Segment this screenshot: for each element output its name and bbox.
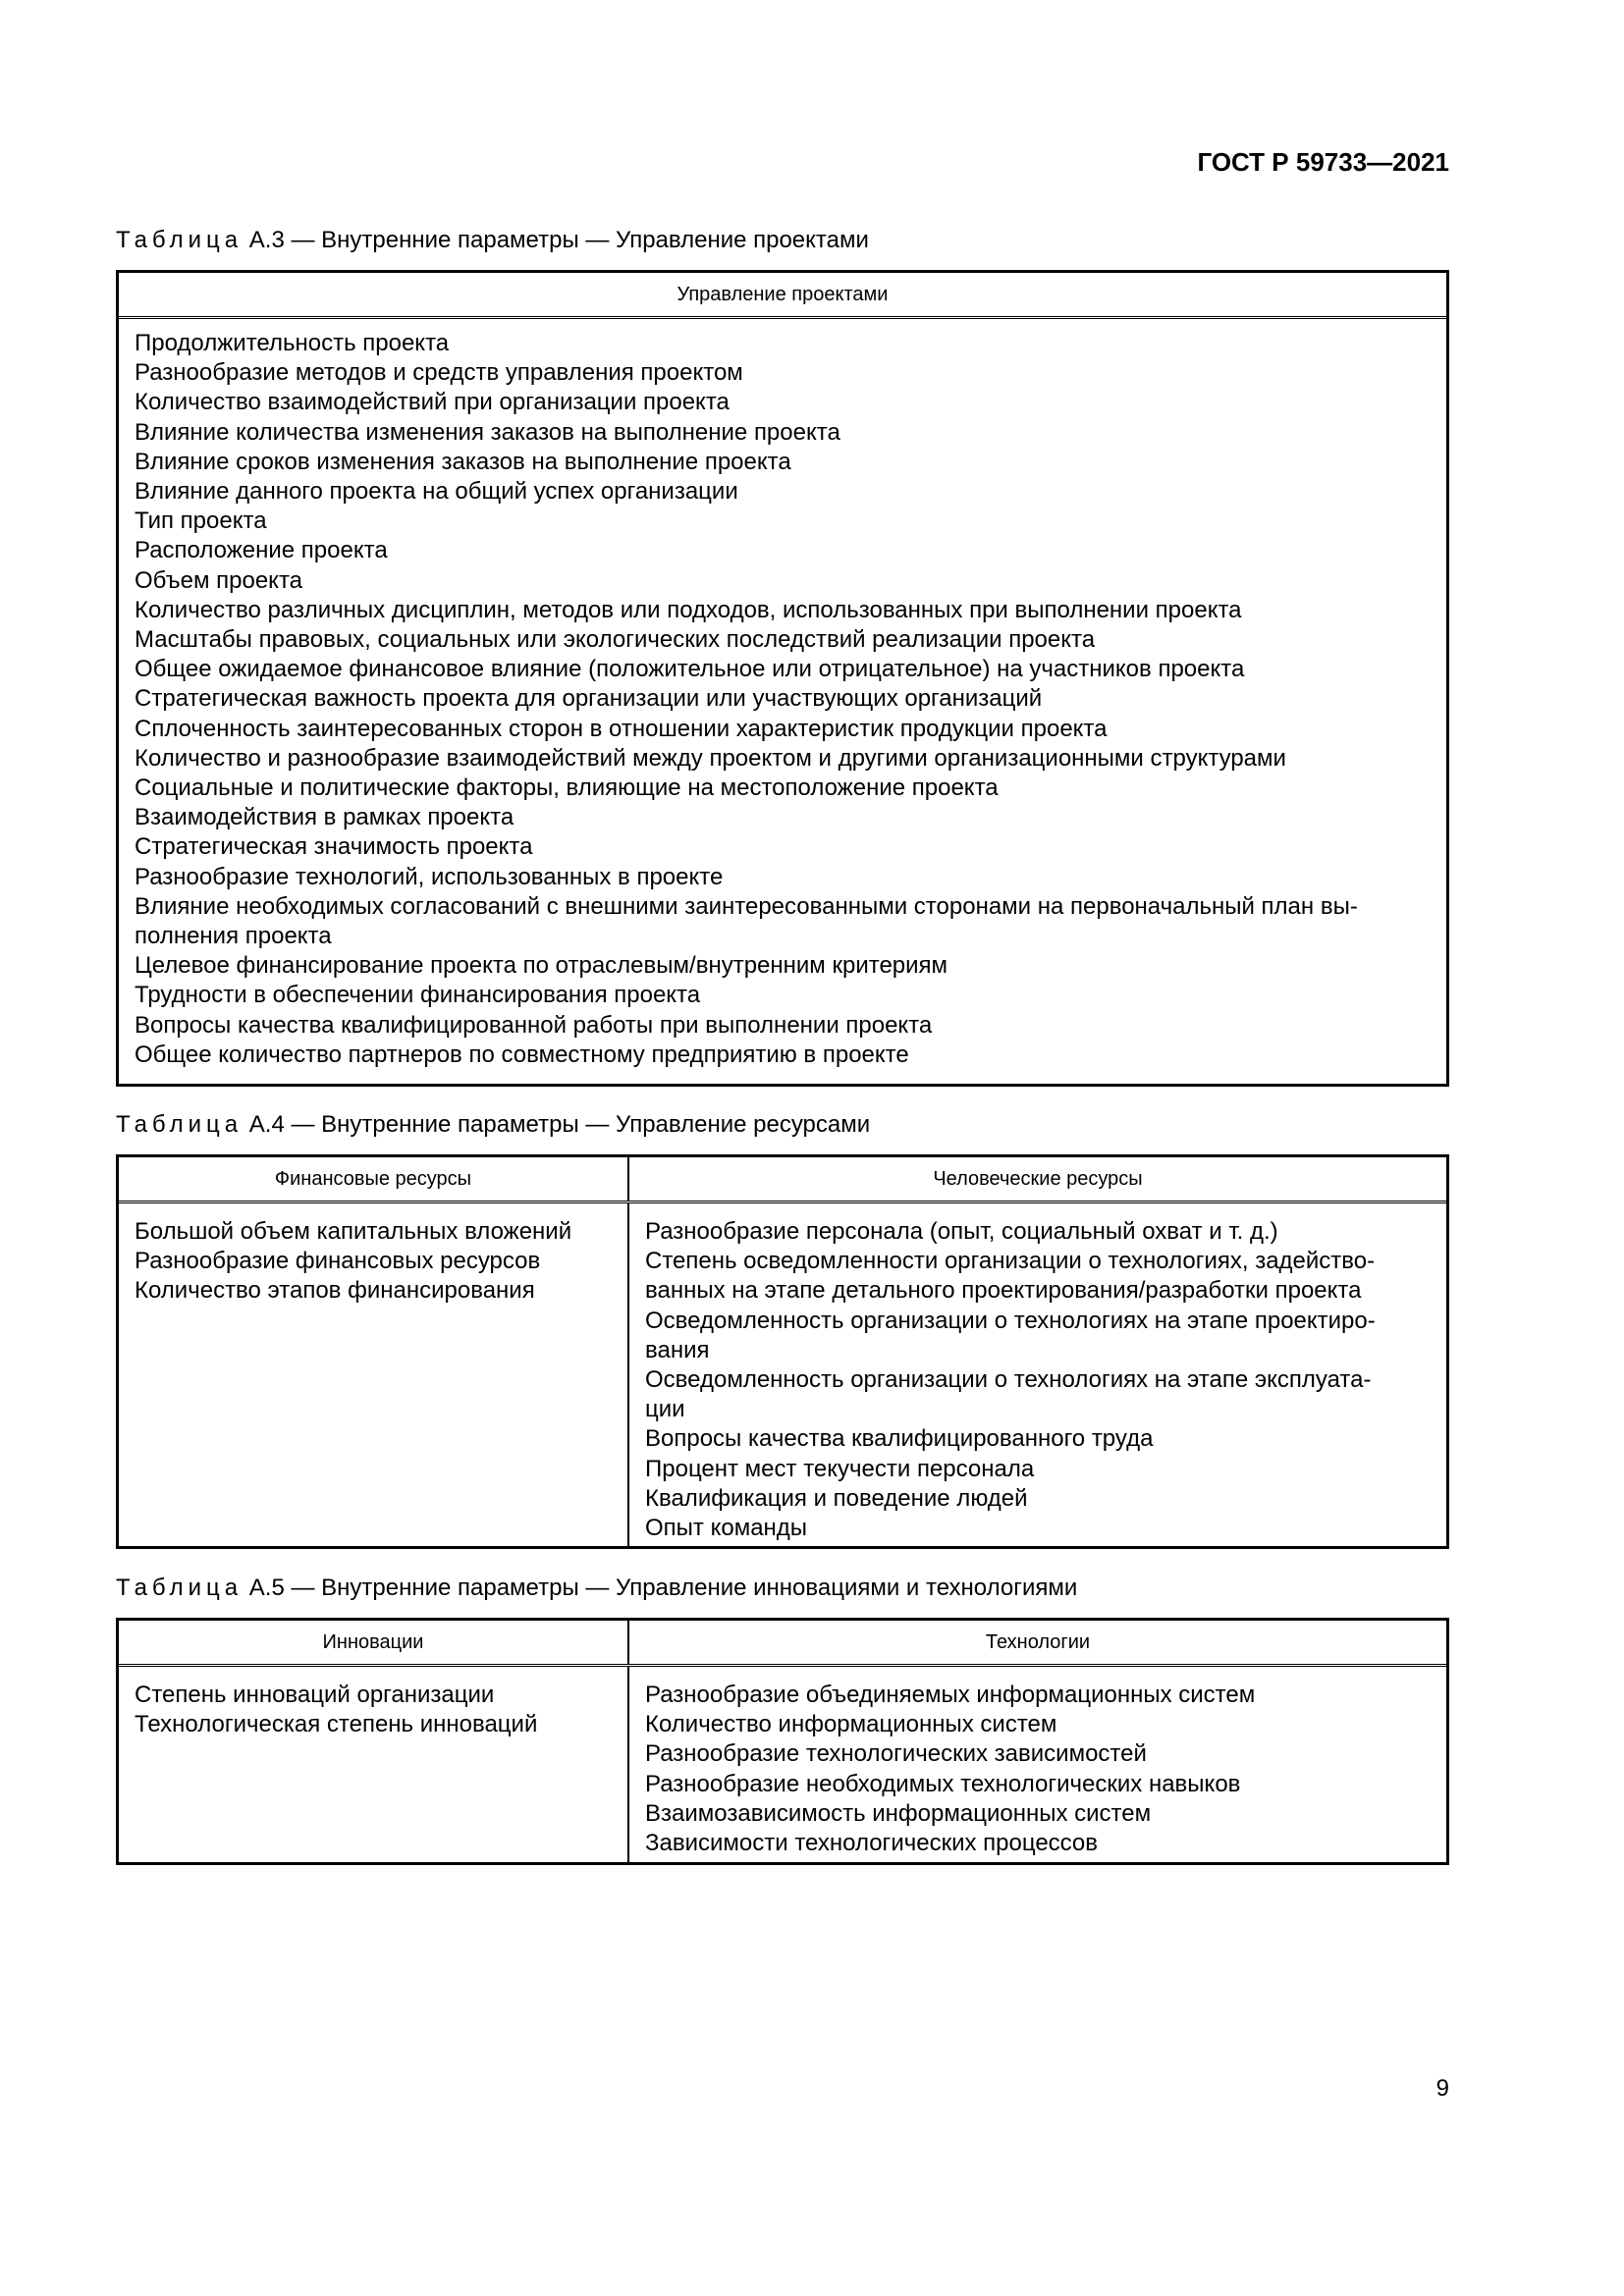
table-a3-item: Разнообразие технологий, использованных в проекте (135, 863, 724, 890)
table-a5-technology-item: Разнообразие объединяемых информационных систем (645, 1682, 1256, 1708)
table-a5 (116, 1618, 1449, 1865)
table-a3-item: Продолжительность проекта (135, 330, 450, 356)
table-a4-header-human: Человеческие ресурсы (933, 1168, 1143, 1190)
table-a3 (116, 270, 1449, 1087)
table-a3-item: Общее ожидаемое финансовое влияние (положительное или отрицательное) на участников проекта (135, 656, 1245, 683)
table-a3-item: полнения проекта (135, 923, 332, 950)
table-a3-item: Количество взаимодействий при организации проекта (135, 389, 730, 416)
table-a4-human-item: Разнообразие персонала (опыт, социальный охват и т. д.) (645, 1218, 1278, 1245)
table-a4-human-item: Степень осведомленности организации о технологиях, задейство- (645, 1248, 1376, 1275)
table-a4-financial-item: Количество этапов финансирования (135, 1277, 535, 1305)
table-a5-caption-text: А.5 — Внутренние параметры — Управление инновациями и технологиями (243, 1575, 1078, 1601)
table-a4-financial-item: Большой объем капитальных вложений (135, 1218, 572, 1245)
table-a3-item: Общее количество партнеров по совместному предприятию в проекте (135, 1041, 909, 1068)
table-a4-human-column (629, 1203, 1446, 1546)
table-a3-item: Влияние количества изменения заказов на выполнение проекта (135, 418, 840, 446)
table-a4-human-item: Вопросы качества квалифицированного труда (645, 1425, 1154, 1453)
table-a3-item: Трудности в обеспечении финансирования проекта (135, 982, 701, 1009)
table-a3-item: Взаимодействия в рамках проекта (135, 804, 514, 831)
table-a3-item: Сплоченность заинтересованных сторон в отношении характеристик продукции проекта (135, 715, 1108, 742)
table-a3-item: Разнообразие методов и средств управления проектом (135, 359, 743, 387)
table-a4-human-item: ванных на этапе детального проектирования/разработки проекта (645, 1277, 1362, 1305)
table-a3-item: Расположение проекта (135, 537, 388, 564)
table-a5-header-innovations: Инновации (119, 1621, 629, 1664)
table-a3-item: Масштабы правовых, социальных или экологических последствий реализации проекта (135, 626, 1096, 654)
table-a5-technology-item: Взаимозависимость информационных систем (645, 1799, 1152, 1827)
table-a5-technology-item: Количество информационных систем (645, 1711, 1057, 1738)
table-a3-item: Стратегическая важность проекта для организации или участвующих организаций (135, 685, 1043, 713)
table-a4-human-item: вания (645, 1336, 710, 1363)
table-a3-header-row (119, 273, 1446, 319)
table-a3-item: Объем проекта (135, 566, 303, 594)
table-a5-header-technologies: Технологии (985, 1631, 1091, 1653)
table-a4-header-financial: Финансовые ресурсы (119, 1157, 629, 1201)
table-a5-innovation-item: Технологическая степень инноваций (135, 1711, 538, 1738)
table-a5-caption-word: Таблица (116, 1575, 244, 1601)
table-a5-innovations-column (119, 1667, 629, 1862)
table-a3-item: Стратегическая значимость проекта (135, 833, 533, 861)
table-a4-human-item: Процент мест текучести персонала (645, 1455, 1035, 1482)
table-a3-item: Влияние данного проекта на общий успех организации (135, 478, 738, 506)
table-a4-human-item: Опыт команды (645, 1515, 808, 1542)
table-a4-financial-column (119, 1203, 629, 1546)
table-a4-header-row (119, 1157, 1446, 1203)
table-a3-column-header: Управление проектами (677, 284, 889, 305)
table-a3-item: Количество и разнообразие взаимодействий между проектом и другими организационными структурами (135, 744, 1286, 772)
table-a3-item: Вопросы качества квалифицированной работы при выполнении проекта (135, 1011, 933, 1039)
table-a4-caption-word: Таблица (116, 1111, 244, 1138)
table-a3-item: Количество различных дисциплин, методов или подходов, использованных при выполнении проекта (135, 596, 1242, 623)
table-a3-caption-word: Таблица (116, 227, 244, 253)
table-a5-technology-item: Разнообразие технологических зависимостей (645, 1740, 1147, 1768)
table-a3-caption-text: А.3 — Внутренние параметры — Управление проектами (243, 227, 869, 253)
table-a4-human-item: Квалификация и поведение людей (645, 1484, 1028, 1512)
table-a5-technology-item: Разнообразие необходимых технологических навыков (645, 1770, 1241, 1797)
table-a3-item: Влияние необходимых согласований с внешними заинтересованными сторонами на первоначальный план вы- (135, 892, 1358, 920)
table-a4-financial-item: Разнообразие финансовых ресурсов (135, 1248, 541, 1275)
table-a5-header-row (119, 1621, 1446, 1667)
table-a3-item: Целевое финансирование проекта по отраслевым/внутренним критериям (135, 952, 948, 980)
table-a5-caption (116, 1574, 1077, 1603)
table-a4-caption-text: А.4 — Внутренние параметры — Управление ресурсами (243, 1111, 871, 1138)
table-a3-item: Тип проекта (135, 507, 267, 535)
table-a4-caption (116, 1110, 870, 1140)
page-number: 9 (1435, 2075, 1449, 2102)
table-a5-innovation-item: Степень инноваций организации (135, 1682, 495, 1708)
table-a4 (116, 1154, 1449, 1549)
table-a5-technologies-column (629, 1667, 1446, 1862)
table-a4-human-item: ции (645, 1396, 685, 1423)
table-a4-human-item: Осведомленность организации о технологиях на этапе проектиро- (645, 1307, 1376, 1334)
table-a3-item: Влияние сроков изменения заказов на выполнение проекта (135, 448, 791, 475)
table-a4-human-item: Осведомленность организации о технологиях на этапе эксплуата- (645, 1366, 1372, 1394)
document-code: ГОСТ Р 59733—2021 (1197, 147, 1449, 177)
table-a5-technology-item: Зависимости технологических процессов (645, 1830, 1099, 1857)
table-a3-caption (116, 226, 869, 255)
table-a3-body (119, 319, 1446, 1078)
table-a3-item: Социальные и политические факторы, влияющие на местоположение проекта (135, 774, 999, 802)
